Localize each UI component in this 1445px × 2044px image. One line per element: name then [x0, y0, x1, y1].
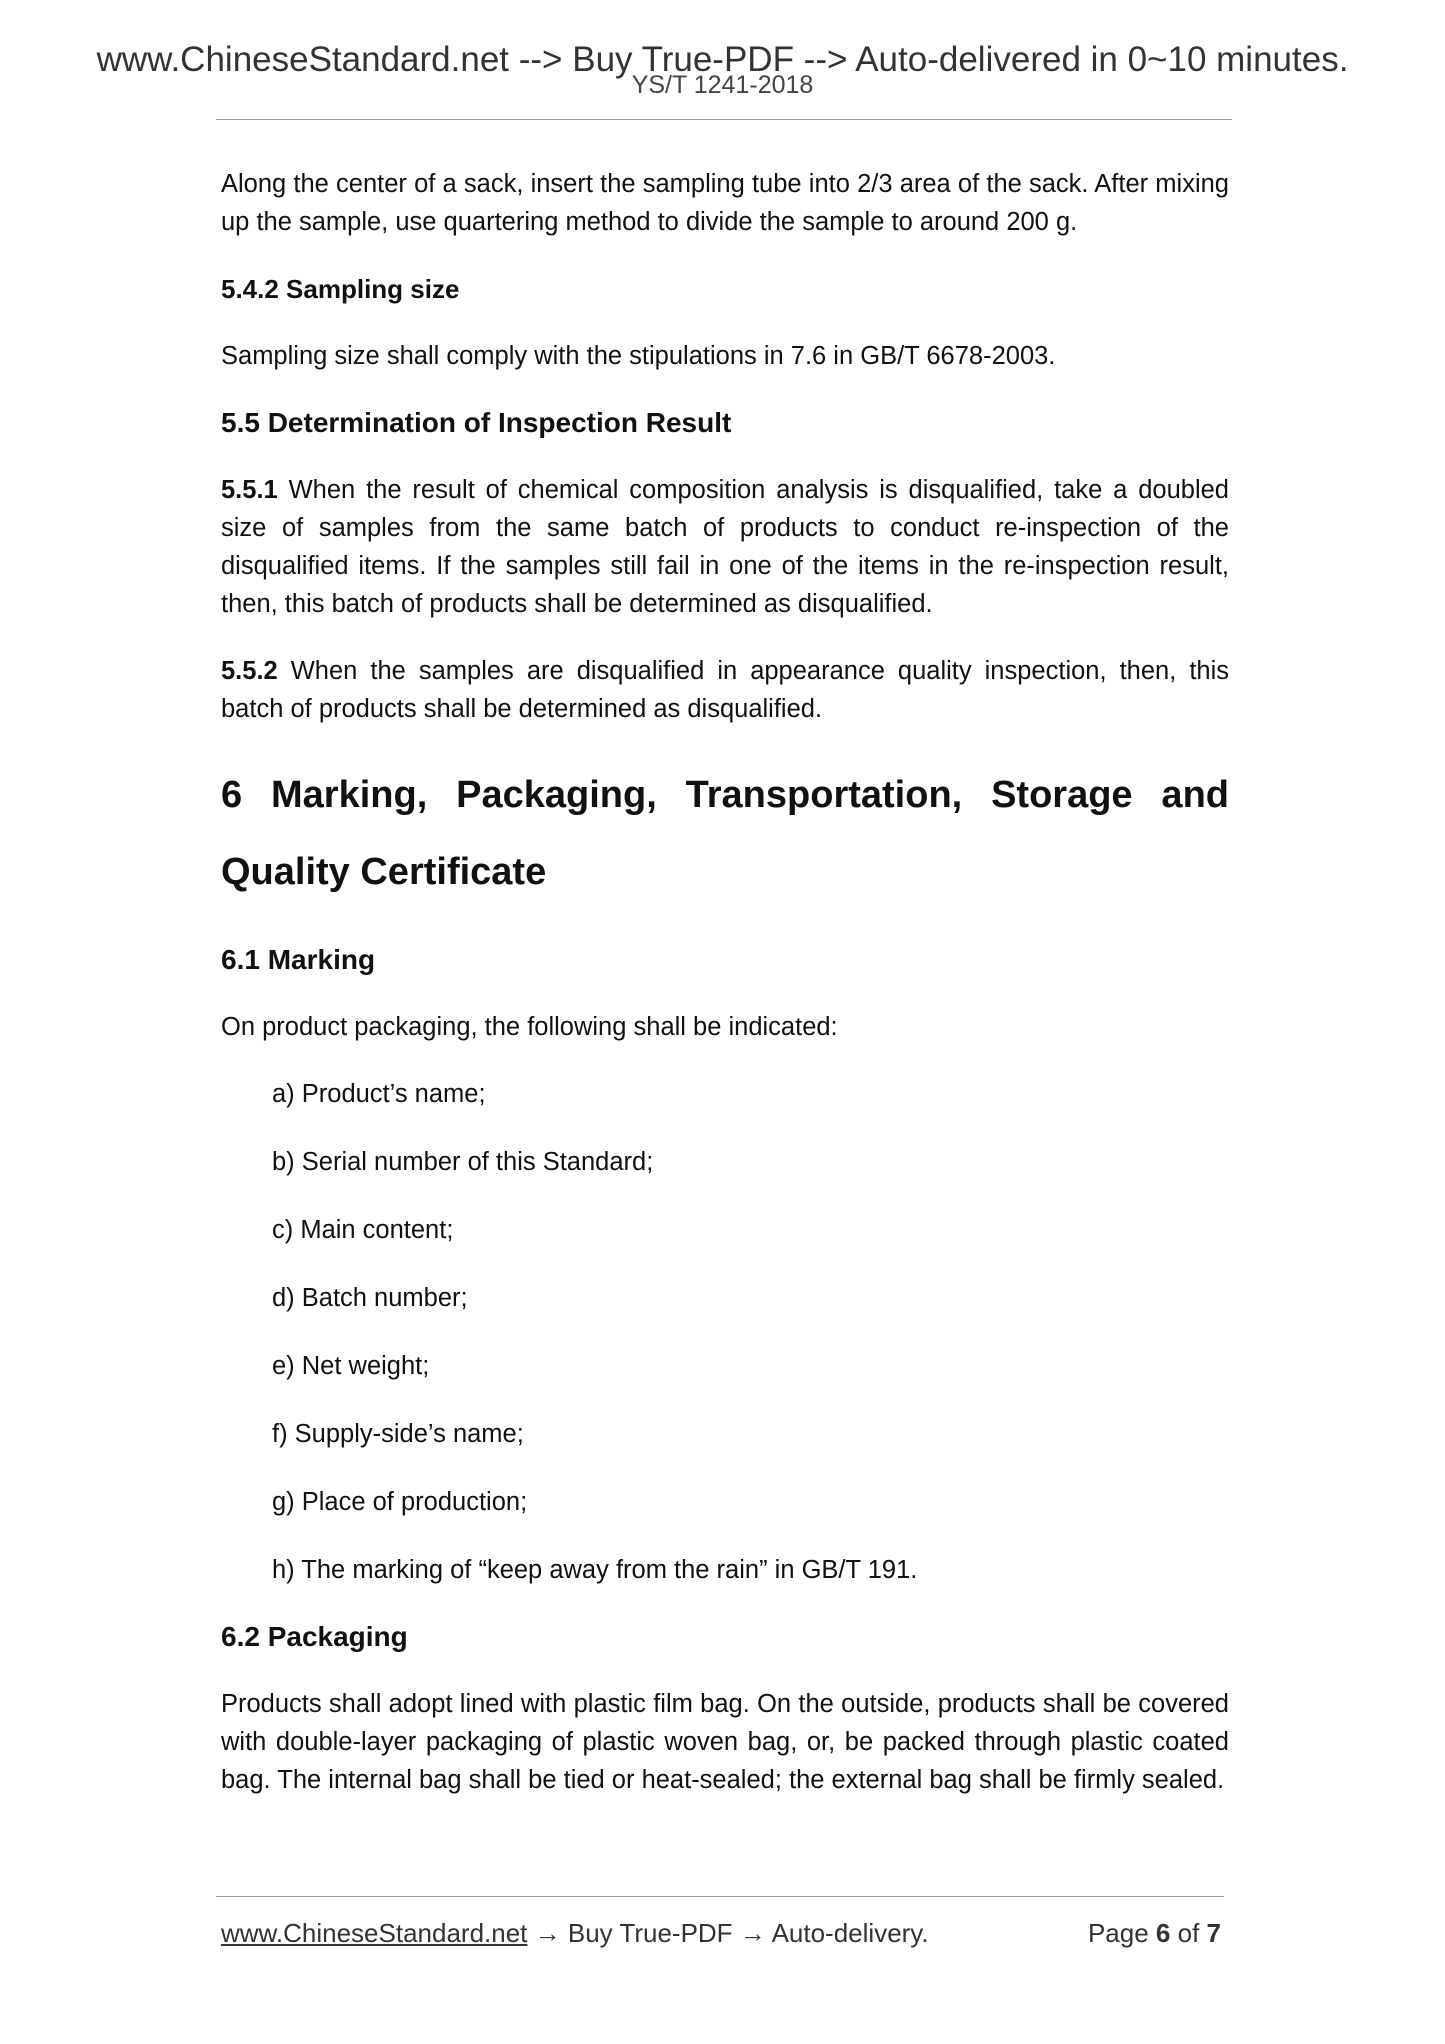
- list-item: b) Serial number of this Standard;: [272, 1148, 654, 1176]
- paragraph-6-2: Products shall adopt lined with plastic film bag. On the outside, products shall be covered with double-layer packaging of plastic woven bag, or, be packed through plastic coated bag. The internal bag shall be tied or heat-sealed; the external bag shall be firmly sealed.: [221, 1690, 1229, 1794]
- page-current: 6: [1155, 1918, 1171, 1948]
- page-label: Page: [1087, 1918, 1156, 1948]
- document-body: [221, 165, 1229, 1828]
- site-banner: www.ChineseStandard.net --> Buy True-PDF --> Auto-delivered in 0~10 minutes.: [96, 40, 1349, 79]
- list-item: f) Supply-side’s name;: [272, 1420, 524, 1448]
- clause-text-5-5-2: When the samples are disqualified in appearance quality inspection, then, this batch of products shall be determined as disqualified.: [221, 657, 1229, 723]
- paragraph-5-5-1: [221, 471, 1229, 623]
- clause-number-5-5-2: 5.5.2: [221, 657, 278, 685]
- marking-list: [221, 1075, 1229, 1589]
- footer-left: [221, 1915, 929, 1951]
- paragraph-5-5-2: [221, 652, 1229, 728]
- page-footer: [221, 1915, 1221, 1951]
- heading-5-4-2: 5.4.2 Sampling size: [221, 274, 460, 304]
- footer-trail-text: → Buy True-PDF → Auto-delivery.: [527, 1918, 929, 1948]
- list-item: g) Place of production;: [272, 1488, 528, 1516]
- site-link[interactable]: www.ChineseStandard.net: [221, 1918, 528, 1948]
- heading-6-2: 6.2 Packaging: [221, 1621, 408, 1652]
- list-item: e) Net weight;: [272, 1352, 430, 1380]
- intro-paragraph: Along the center of a sack, insert the sampling tube into 2/3 area of the sack. After mixing up the sample, use quartering method to divide the sample to around 200 g.: [221, 170, 1229, 236]
- standard-code: YS/T 1241-2018: [631, 71, 814, 99]
- clause-text-5-5-1: When the result of chemical composition analysis is disqualified, take a doubled size of samples from the same batch of products to conduct re-inspection of the disqualified items. If the samples still fail in one of the items in the re-inspection result, then, this batch of products shall be determined as disqualified.: [221, 476, 1229, 618]
- list-item: a) Product’s name;: [272, 1080, 486, 1108]
- list-item: h) The marking of “keep away from the rain” in GB/T 191.: [272, 1556, 918, 1584]
- heading-5-5: 5.5 Determination of Inspection Result: [221, 407, 732, 438]
- page-total: 7: [1206, 1918, 1221, 1948]
- header-divider: [216, 119, 1232, 120]
- list-item: d) Batch number;: [272, 1284, 468, 1312]
- list-item: c) Main content;: [272, 1216, 454, 1244]
- page-of-label: of: [1170, 1918, 1207, 1948]
- heading-6-1: 6.1 Marking: [221, 944, 376, 975]
- page-indicator: [1088, 1915, 1221, 1951]
- paragraph-6-1-intro: On product packaging, the following shall be indicated:: [221, 1013, 838, 1041]
- paragraph-5-4-2: Sampling size shall comply with the stipulations in 7.6 in GB/T 6678-2003.: [221, 342, 1056, 370]
- clause-number-5-5-1: 5.5.1: [221, 476, 278, 504]
- heading-6: 6 Marking, Packaging, Transportation, Storage and Quality Certificate: [221, 774, 1229, 893]
- footer-divider: [216, 1896, 1224, 1897]
